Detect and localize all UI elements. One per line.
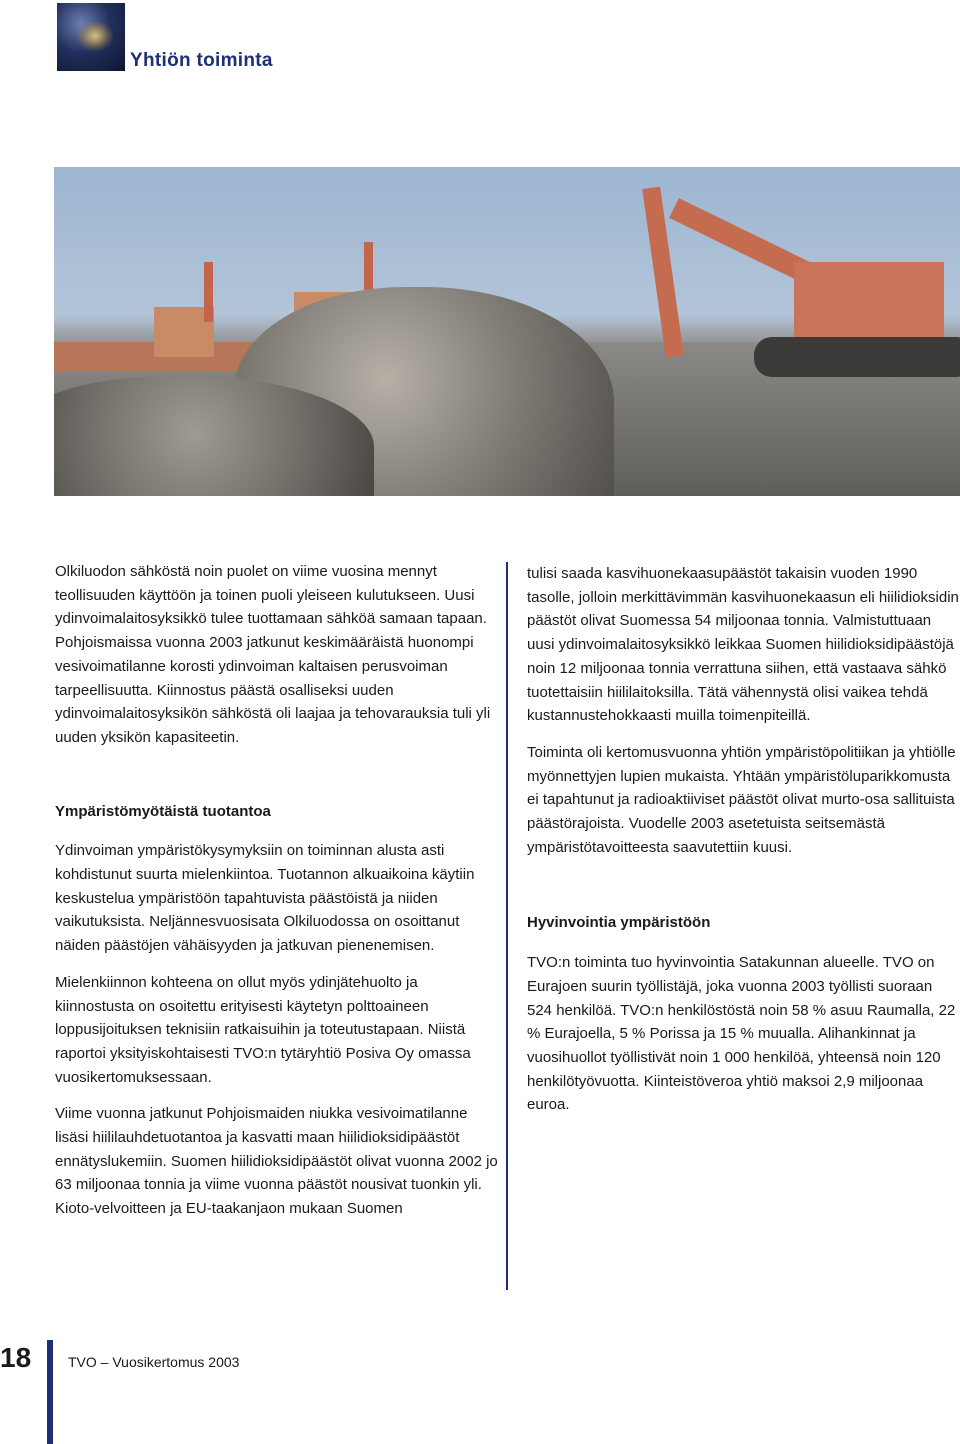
left-text-column bbox=[55, 560, 500, 1221]
footer-accent-bar bbox=[47, 1340, 53, 1444]
right-text-column bbox=[527, 562, 960, 1117]
paragraph: Toiminta oli kertomusvuonna yhtiön ympäristöpolitiikan ja yhtiölle myönnettyjen lupien mukaista. Yhtään ympäristöluparikkomusta ei tapahtunut ja radioaktiiviset päästöt olivat murto-osa sallituista päästörajoista. Vuodelle 2003 asetetuista seitsemästä ympäristötavoitteesta saavutettiin kuusi. bbox=[527, 743, 956, 856]
subheading: Hyvinvointia ympäristöön bbox=[527, 914, 711, 932]
subheading: Ympäristömyötäistä tuotantoa bbox=[55, 802, 271, 820]
publication-name: TVO – Vuosikertomus 2003 bbox=[68, 1354, 240, 1370]
page-number: 18 bbox=[0, 1342, 32, 1373]
column-divider bbox=[506, 562, 508, 1290]
paragraph: Mielenkiinnon kohteena on ollut myös ydinjätehuolto ja kiinnostusta on osoitettu erityisesti käytetyn polttoaineen loppusijoituksen teknisiin ratkaisuihin ja toteutustapaan. Niistä raportoi yksityiskohtaisesti TVO:n tytäryhtiö Posiva Oy omassa vuosikertomuksessaan. bbox=[55, 973, 471, 1086]
paragraph: tulisi saada kasvihuonekaasupäästöt takaisin vuoden 1990 tasolle, jolloin merkittävimmän kasvihuonekaasun eli hiilidioksidin päästöt olivat Suomessa 54 miljoonaa tonnia. Valmistuttuaan uusi ydinvoimalaitosyksikkö leikkaa Suomen hiilidioksidipäästöjä noin 12 miljoonaa tonnia verrattuna siihen, että vastaava sähkö tuotettaisiin hiililaitoksilla. Tätä vähennystä olisi vaikea tehdä kustannustehokkaasti muilla toimenpiteillä. bbox=[527, 565, 959, 725]
paragraph: Ydinvoiman ympäristökysymyksiin on toiminnan alusta asti kohdistunut suurta mielenkiintoa. Tuotannon alkuaikoina käytiin keskustelua ympäristöön tapahtuvista päästöistä ja niiden vaikutuksista. Neljännesvuosisata Olkiluodossa on osoittanut näiden päästöjen vähäisyyden ja jatkuvan pienenemisen. bbox=[55, 842, 475, 955]
main-photo-excavator-rocks bbox=[54, 167, 960, 496]
header-thumbnail-photo bbox=[57, 3, 125, 71]
paragraph: Olkiluodon sähköstä noin puolet on viime vuosina mennyt teollisuuden käyttöön ja toinen puoli yleiseen kulutukseen. Uusi ydinvoimalaitosyksikkö tulee tuottamaan sähköä samaan tapaan. Pohjoismaissa vuonna 2003 jatkunut keskimääräistä huonompi vesivoimatilanne korosti ydinvoiman kaltaisen perusvoiman tarpeellisuutta. Kiinnostus päästä osalliseksi uuden ydinvoimalaitosyksikön sähköstä oli laajaa ja tehovarauksia tuli yli uuden yksikön kapasiteetin. bbox=[55, 563, 491, 746]
paragraph: Viime vuonna jatkunut Pohjoismaiden niukka vesivoimatilanne lisäsi hiililauhdetuotantoa ja kasvatti maan hiilidioksidipäästöt ennätyslukemiin. Suomen hiilidioksidipäästöt olivat vuonna 2002 jo 63 miljoonaa tonnia ja viime vuonna päästöt nousivat tuonkin yli. Kioto-velvoitteen ja EU-taakanjaon mukaan Suomen bbox=[55, 1105, 498, 1218]
paragraph: TVO:n toiminta tuo hyvinvointia Satakunnan alueelle. TVO on Eurajoen suurin työllistäjä, joka vuonna 2003 työllisti suoraan 524 henkilöä. TVO:n henkilöstöstä noin 58 % asuu Raumalla, 22 % Eurajoella, 5 % Porissa ja 15 % muualla. Alihankinnat ja vuosihuollot työllistivät noin 1 000 henkilöä, yhteensä noin 120 henkilötyövuotta. Kiinteistöveroa yhtiö maksoi 2,9 miljoonaa euroa. bbox=[527, 954, 956, 1114]
section-title: Yhtiön toiminta bbox=[130, 50, 273, 71]
